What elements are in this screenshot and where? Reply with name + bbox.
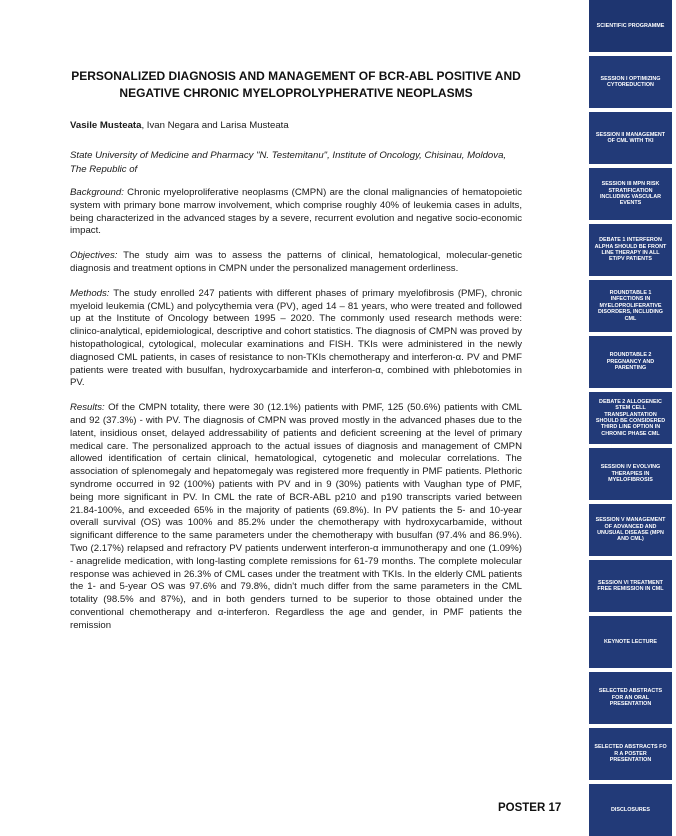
sidebar-item-session-3[interactable]: SESSION III MPN RISK STRATIFICATION INCLUDING VASCULAR EVENTS (589, 168, 672, 220)
sidebar-item-oral-abstracts[interactable]: SELECTED ABSTRACTS FOR AN ORAL PRESENTATION (589, 672, 672, 724)
sidebar-item-session-1[interactable]: SESSION I OPTIMIZING CYTOREDUCTION (589, 56, 672, 108)
methods-label: Methods: (70, 287, 110, 299)
sidebar-item-roundtable-1[interactable]: ROUNDTABLE 1 INFECTIONS IN MYELOPROLIFERATIVE DISORDERS, INCLUDING CML (589, 280, 672, 332)
poster-number: POSTER 17 (498, 802, 562, 814)
sidebar-item-scientific-programme[interactable]: SCIENTIFIC PROGRAMME (589, 0, 672, 52)
objectives-paragraph (70, 250, 522, 276)
sidebar-item-session-2[interactable]: SESSION II MANAGEMENT OF CML WITH TKI (589, 112, 672, 164)
sidebar-item-debate-2[interactable]: DEBATE 2 ALLOGENEIC STEM CELL TRANSPLANTATION SHOULD BE CONSIDERED THIRD LINE OPTION IN CHRONIC PHASE CML (589, 392, 672, 444)
results-label: Results: (70, 402, 105, 414)
sidebar-item-debate-1[interactable]: DEBATE 1 INTERFERON ALPHA SHOULD BE FRONT LINE THERAPY IN ALL ET/PV PATIENTS (589, 224, 672, 276)
co-authors: , Ivan Negara and Larisa Musteata (141, 120, 289, 131)
sidebar-item-session-6[interactable]: SESSION VI TREATMENT FREE REMISSION IN CML (589, 560, 672, 612)
background-label: Background: (70, 187, 124, 198)
programme-sidebar (589, 0, 676, 836)
sidebar-item-keynote-lecture[interactable]: KEYNOTE LECTURE (589, 616, 672, 668)
title-line-2: NEGATIVE CHRONIC MYELOPROLYPHERATIVE NEOPLASMS (119, 86, 473, 100)
background-text: Chronic myeloproliferative neoplasms (CMPN) are the clonal malignancies of hematopoietic system with primary bone marrow involvement, which comprise roughly 40% of leukemia cases in adults, being characterized in the advanced stages by a severe, recurrent evolution and negative socio-economic impact. (70, 187, 522, 237)
title-line-1: PERSONALIZED DIAGNOSIS AND MANAGEMENT OF BCR-ABL POSITIVE AND (71, 69, 521, 83)
abstract-body (70, 68, 522, 645)
lead-author: Vasile Musteata (70, 120, 142, 131)
sidebar-item-roundtable-2[interactable]: ROUNDTABLE 2 PREGNANCY AND PARENTING (589, 336, 672, 388)
abstract-title (70, 68, 522, 102)
sidebar-item-disclosures[interactable]: DISCLOSURES (589, 784, 672, 836)
sidebar-item-session-4[interactable]: SESSION IV EVOLVING THERAPIES IN MYELOFIBROSIS (589, 448, 672, 500)
sidebar-item-session-5[interactable]: SESSION V MANAGEMENT OF ADVANCED AND UNUSUAL DISEASE (MPN AND CML) (589, 504, 672, 556)
objectives-text: The study aim was to assess the patterns of clinical, hematological, molecular-genetic diagnosis and treatment options in CMPN under the personalized management orderliness. (70, 250, 522, 274)
objectives-label: Objectives: (70, 250, 118, 262)
methods-text: The study enrolled 247 patients with different phases of primary myelofibrosis (PMF), chronic myeloid leukemia (CML) and polycythemia vera (PV), aged 14 – 81 years, who were treated and followed up at the Institute of Oncology between 1995 – 2020. The commonly used research methods were: clinico-analytical, epidemiological, descriptive and cohort statistics. The diagnosis of CMPN was proved by histopathological, cytological, molecular examinations and FISH. TKIs were administered in the newly diagnosed CML patients, in cases of resistance to non-TKIs chemotherapy and interferon-α. PV and PMF patients were treated with busulfan, hydroxycarbamide and interferon-α, combined with phlebotomies in PV. (70, 287, 522, 389)
sidebar-item-poster-abstracts[interactable]: SELECTED ABSTRACTS FO R A POSTER PRESENTATION (589, 728, 672, 780)
results-text: Of the CMPN totality, there were 30 (12.1%) patients with PMF, 125 (50.6%) patients with CML and 92 (37.3%) - with PV. The diagnosis of CMPN was proved mostly in the advanced phases due to the latent, insidious onset, delayed addressability of patients and deficient screening at the level of primary medical care. The personalized approach to the actual issues of diagnosis and management of CMPN allowed identification of certain clinical, hematological, cytogenetic and molecular correlations. The association of splenomegaly and hepatomegaly was registered more frequently in PMF patients. Plethoric syndrome occurred in 92 (100%) patients with PV and in 9 (30%) patients with Vaughan type of PMF, being more significant in PV. In CML the rate of BCR-ABL p210 and p190 transcripts varied between 21.84-100%, and exceeded 65% in the majority of patients (69.8%). In PV patients the 5- and 10-year overall survival (OS) was 100% and 85.2% under the chemotherapy with hydroxycarbamide, without significant difference to the same parameters under the chemotherapy with busulfan (97.4% and 86.9%). Two (2.17%) relapsed and refractory PV patients underwent interferon-α immunotherapy and one (1.09%) - anagrelide medication, with long-lasting complete remissions for 61-79 months. The complete molecular response was achieved in 26.3% of CML cases under the treatment with TKIs. In the elderly CML patients the 1- and 5-year OS was 97.6% and 79.8%, didn't much differ from the same parameters in the CML totality (98.5% and 87%), and in both genders turned to be superior to those obtained under the conventional chemotherapy and α-interferon. Regardless the age and gender, in PMF patients the remission (70, 402, 522, 631)
methods-paragraph (70, 288, 522, 390)
authors (70, 120, 522, 131)
results-paragraph (70, 402, 522, 632)
background-paragraph (70, 187, 522, 238)
affiliation: State University of Medicine and Pharmacy "N. Testemitanu", Institute of Oncology, Chisinau, Moldova, The Republic of (70, 150, 507, 175)
